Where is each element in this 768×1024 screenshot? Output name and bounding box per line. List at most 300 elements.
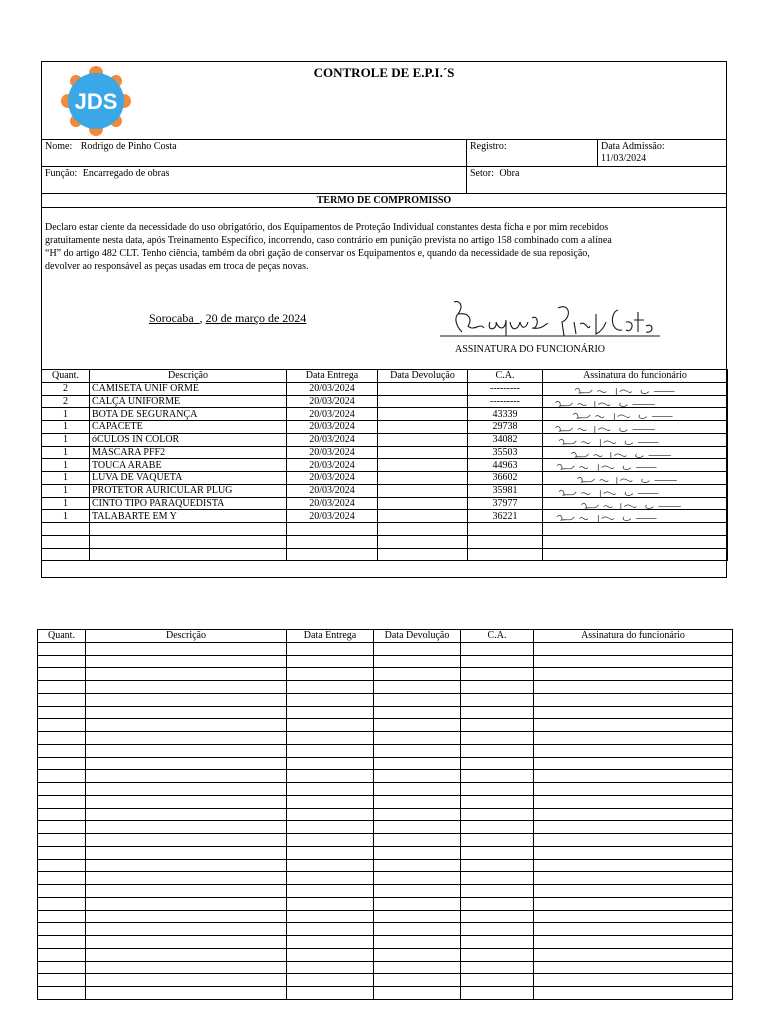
empty-cell <box>378 548 468 561</box>
item-descricao: CAPACETE <box>90 421 287 434</box>
empty-cell <box>461 961 534 974</box>
table-header-row <box>42 370 728 383</box>
empty-cell <box>468 548 543 561</box>
empty-cell <box>534 872 733 885</box>
empty-cell <box>287 523 378 536</box>
table-row <box>38 744 733 757</box>
table-row <box>42 472 728 485</box>
item-signature <box>543 408 728 421</box>
empty-cell <box>38 821 86 834</box>
empty-cell <box>38 732 86 745</box>
empty-cell <box>534 821 733 834</box>
empty-cell <box>374 974 461 987</box>
table-row <box>38 681 733 694</box>
empty-cell <box>461 693 534 706</box>
empty-cell <box>534 770 733 783</box>
table-row <box>38 923 733 936</box>
empty-cell <box>461 706 534 719</box>
item-ca: 37977 <box>468 497 543 510</box>
date: 20 de março de 2024 <box>205 311 307 325</box>
item-quant: 1 <box>42 421 90 434</box>
item-data-devolucao <box>378 408 468 421</box>
table-row <box>38 846 733 859</box>
empty-cell <box>86 808 287 821</box>
col-data-devolucao: Data Devolução <box>378 370 468 383</box>
empty-cell <box>38 706 86 719</box>
empty-cell <box>534 668 733 681</box>
epi-items-table <box>41 369 728 561</box>
empty-cell <box>287 535 378 548</box>
empty-cell <box>86 757 287 770</box>
empty-cell <box>287 668 374 681</box>
empty-cell <box>534 948 733 961</box>
nome-value: Rodrigo de Pinho Costa <box>80 141 177 152</box>
table-row <box>42 395 728 408</box>
termo-line: “H” do artigo 482 CLT. Tenho ciência, também da obri gação de conservar os Equipamentos e, quando da necessidade de sua reposição, <box>45 248 590 259</box>
empty-cell <box>86 693 287 706</box>
table-row <box>42 382 728 395</box>
item-quant: 2 <box>42 395 90 408</box>
empty-cell <box>461 783 534 796</box>
item-signature <box>543 433 728 446</box>
table-row <box>38 974 733 987</box>
empty-cell <box>534 910 733 923</box>
empty-cell <box>374 744 461 757</box>
table-row <box>38 961 733 974</box>
empty-cell <box>461 885 534 898</box>
item-ca: 35981 <box>468 484 543 497</box>
empty-cell <box>461 859 534 872</box>
empty-cell <box>534 834 733 847</box>
empty-cell <box>461 681 534 694</box>
empty-cell <box>534 987 733 1000</box>
empty-cell <box>287 910 374 923</box>
item-data-devolucao <box>378 510 468 523</box>
empty-cell <box>468 523 543 536</box>
item-ca: --------- <box>468 382 543 395</box>
empty-cell <box>534 693 733 706</box>
item-data-entrega: 20/03/2024 <box>287 382 378 395</box>
empty-cell <box>378 523 468 536</box>
empty-cell <box>374 961 461 974</box>
empty-cell <box>86 783 287 796</box>
col-ca: C.A. <box>461 630 534 643</box>
empty-cell <box>38 987 86 1000</box>
col-quant: Quant. <box>38 630 86 643</box>
empty-cell <box>461 872 534 885</box>
item-quant: 1 <box>42 408 90 421</box>
table-row <box>42 523 728 536</box>
item-signature <box>543 382 728 395</box>
item-data-devolucao <box>378 472 468 485</box>
empty-cell <box>86 821 287 834</box>
empty-cell <box>461 655 534 668</box>
item-ca: 43339 <box>468 408 543 421</box>
empty-cell <box>374 681 461 694</box>
empty-cell <box>374 821 461 834</box>
empty-cell <box>38 846 86 859</box>
empty-cell <box>461 744 534 757</box>
item-quant: 1 <box>42 446 90 459</box>
item-signature <box>543 484 728 497</box>
empty-cell <box>38 872 86 885</box>
table-row <box>38 655 733 668</box>
empty-cell <box>287 846 374 859</box>
item-descricao: CINTO TIPO PARAQUEDISTA <box>90 497 287 510</box>
empty-cell <box>86 974 287 987</box>
empty-cell <box>38 681 86 694</box>
table-row <box>42 408 728 421</box>
empty-cell <box>287 808 374 821</box>
empty-cell <box>86 668 287 681</box>
empty-cell <box>38 910 86 923</box>
empty-cell <box>374 834 461 847</box>
empty-cell <box>534 706 733 719</box>
empty-cell <box>38 974 86 987</box>
empty-cell <box>461 897 534 910</box>
empty-cell <box>86 961 287 974</box>
table-row <box>42 548 728 561</box>
logo-text: JDS <box>74 89 118 114</box>
item-data-entrega: 20/03/2024 <box>287 497 378 510</box>
empty-cell <box>38 948 86 961</box>
item-quant: 1 <box>42 472 90 485</box>
table-row <box>38 821 733 834</box>
empty-cell <box>374 846 461 859</box>
item-data-entrega: 20/03/2024 <box>287 459 378 472</box>
empty-cell <box>534 681 733 694</box>
empty-cell <box>461 668 534 681</box>
table-row <box>38 732 733 745</box>
item-descricao: TOUCA ARABE <box>90 459 287 472</box>
item-data-entrega: 20/03/2024 <box>287 472 378 485</box>
col-quant: Quant. <box>42 370 90 383</box>
empty-cell <box>374 795 461 808</box>
empty-cell <box>543 523 728 536</box>
empty-cell <box>543 548 728 561</box>
table-row <box>42 484 728 497</box>
item-descricao: PROTETOR AURICULAR PLUG <box>90 484 287 497</box>
empty-cell <box>374 757 461 770</box>
empty-cell <box>38 693 86 706</box>
empty-cell <box>374 770 461 783</box>
empty-cell <box>461 987 534 1000</box>
empty-cell <box>534 923 733 936</box>
empty-cell <box>287 719 374 732</box>
col-assinatura: Assinatura do funcionário <box>543 370 728 383</box>
table-row <box>38 834 733 847</box>
empty-cell <box>38 783 86 796</box>
empty-cell <box>534 808 733 821</box>
empty-cell <box>374 668 461 681</box>
table-row <box>42 510 728 523</box>
table-row <box>38 872 733 885</box>
empty-cell <box>461 923 534 936</box>
item-signature <box>543 510 728 523</box>
item-data-entrega: 20/03/2024 <box>287 395 378 408</box>
empty-cell <box>287 681 374 694</box>
item-ca: 36221 <box>468 510 543 523</box>
item-quant: 2 <box>42 382 90 395</box>
empty-cell <box>287 732 374 745</box>
empty-cell <box>287 961 374 974</box>
empty-cell <box>287 872 374 885</box>
empty-cell <box>374 885 461 898</box>
table-row <box>38 885 733 898</box>
empty-cell <box>461 757 534 770</box>
empty-cell <box>86 770 287 783</box>
empty-cell <box>38 770 86 783</box>
empty-cell <box>534 859 733 872</box>
epi-items-table-continuation <box>37 629 733 1000</box>
empty-cell <box>287 757 374 770</box>
item-signature <box>543 472 728 485</box>
termo-line: Declaro estar ciente da necessidade do uso obrigatório, dos Equipamentos de Proteção Individual constantes desta ficha e por mim recebidos <box>45 222 609 233</box>
empty-cell <box>287 744 374 757</box>
empty-cell <box>534 885 733 898</box>
empty-cell <box>86 732 287 745</box>
item-quant: 1 <box>42 497 90 510</box>
empty-cell <box>374 936 461 949</box>
empty-cell <box>42 535 90 548</box>
empty-cell <box>374 642 461 655</box>
empty-cell <box>38 897 86 910</box>
item-ca: 34082 <box>468 433 543 446</box>
empty-cell <box>86 987 287 1000</box>
empty-cell <box>86 834 287 847</box>
empty-cell <box>534 719 733 732</box>
admissao-label: Data Admissão: <box>601 141 665 152</box>
empty-cell <box>534 757 733 770</box>
empty-cell <box>461 770 534 783</box>
item-data-devolucao <box>378 497 468 510</box>
empty-cell <box>461 846 534 859</box>
empty-cell <box>287 821 374 834</box>
col-descricao: Descrição <box>86 630 287 643</box>
item-data-entrega: 20/03/2024 <box>287 421 378 434</box>
empty-cell <box>42 523 90 536</box>
empty-cell <box>90 523 287 536</box>
empty-cell <box>38 655 86 668</box>
col-data-devolucao: Data Devolução <box>374 630 461 643</box>
empty-cell <box>468 535 543 548</box>
item-quant: 1 <box>42 459 90 472</box>
empty-cell <box>287 548 378 561</box>
setor-label: Setor: <box>470 168 494 179</box>
empty-cell <box>287 706 374 719</box>
empty-cell <box>86 706 287 719</box>
empty-cell <box>374 987 461 1000</box>
empty-cell <box>287 859 374 872</box>
empty-cell <box>534 655 733 668</box>
item-descricao: LUVA DE VAQUETA <box>90 472 287 485</box>
table-row <box>38 859 733 872</box>
item-data-devolucao <box>378 446 468 459</box>
empty-cell <box>287 948 374 961</box>
empty-cell <box>38 834 86 847</box>
empty-cell <box>287 974 374 987</box>
empty-cell <box>287 693 374 706</box>
registro-label: Registro: <box>470 141 507 152</box>
table-header-row <box>38 630 733 643</box>
empty-cell <box>86 897 287 910</box>
admissao-value: 11/03/2024 <box>601 153 647 164</box>
empty-cell <box>287 655 374 668</box>
item-descricao: TALABARTE EM Y <box>90 510 287 523</box>
empty-cell <box>374 719 461 732</box>
item-data-devolucao <box>378 484 468 497</box>
item-ca: 44963 <box>468 459 543 472</box>
empty-cell <box>86 655 287 668</box>
empty-cell <box>38 885 86 898</box>
empty-cell <box>374 783 461 796</box>
empty-cell <box>86 859 287 872</box>
table-row <box>42 459 728 472</box>
empty-cell <box>543 535 728 548</box>
item-data-devolucao <box>378 433 468 446</box>
item-data-devolucao <box>378 395 468 408</box>
item-signature <box>543 395 728 408</box>
table-row <box>38 987 733 1000</box>
item-descricao: BOTA DE SEGURANÇA <box>90 408 287 421</box>
setor-value: Obra <box>499 168 520 179</box>
empty-cell <box>461 936 534 949</box>
empty-cell <box>374 897 461 910</box>
empty-cell <box>90 548 287 561</box>
empty-cell <box>534 974 733 987</box>
table-row <box>42 446 728 459</box>
table-row <box>38 642 733 655</box>
empty-cell <box>38 859 86 872</box>
col-ca: C.A. <box>468 370 543 383</box>
nome-label: Nome: <box>45 141 73 152</box>
empty-cell <box>86 846 287 859</box>
item-signature <box>543 446 728 459</box>
form-title: CONTROLE DE E.P.I.´S <box>313 65 455 80</box>
signature-label: ASSINATURA DO FUNCIONÁRIO <box>455 344 606 355</box>
empty-cell <box>374 706 461 719</box>
table-row <box>42 497 728 510</box>
empty-cell <box>534 961 733 974</box>
col-assinatura: Assinatura do funcionário <box>534 630 733 643</box>
empty-cell <box>42 548 90 561</box>
empty-cell <box>534 795 733 808</box>
table-row <box>42 421 728 434</box>
empty-cell <box>38 923 86 936</box>
empty-cell <box>86 923 287 936</box>
item-data-devolucao <box>378 382 468 395</box>
empty-cell <box>38 961 86 974</box>
funcao-label: Função: <box>45 168 78 179</box>
table-row <box>38 693 733 706</box>
empty-cell <box>461 808 534 821</box>
table-row <box>38 706 733 719</box>
empty-cell <box>287 885 374 898</box>
item-descricao: óCULOS IN COLOR <box>90 433 287 446</box>
item-data-devolucao <box>378 459 468 472</box>
item-data-entrega: 20/03/2024 <box>287 433 378 446</box>
item-quant: 1 <box>42 433 90 446</box>
table-row <box>42 433 728 446</box>
empty-cell <box>461 719 534 732</box>
empty-cell <box>90 535 287 548</box>
empty-cell <box>374 808 461 821</box>
empty-cell <box>38 757 86 770</box>
table-row <box>38 808 733 821</box>
item-descricao: CALÇA UNIFORME <box>90 395 287 408</box>
empty-cell <box>461 642 534 655</box>
col-descricao: Descrição <box>90 370 287 383</box>
empty-cell <box>287 642 374 655</box>
empty-cell <box>534 846 733 859</box>
item-descricao: MÁSCARA PFF2 <box>90 446 287 459</box>
empty-cell <box>86 642 287 655</box>
empty-cell <box>534 897 733 910</box>
empty-cell <box>461 910 534 923</box>
empty-cell <box>461 974 534 987</box>
table-row <box>38 936 733 949</box>
table-row <box>38 757 733 770</box>
item-signature <box>543 497 728 510</box>
table-row <box>38 910 733 923</box>
empty-cell <box>374 872 461 885</box>
empty-cell <box>287 770 374 783</box>
empty-cell <box>374 910 461 923</box>
table-row <box>38 719 733 732</box>
empty-cell <box>287 834 374 847</box>
empty-cell <box>534 732 733 745</box>
table-row <box>38 897 733 910</box>
table-row <box>38 770 733 783</box>
empty-cell <box>38 808 86 821</box>
funcao-value: Encarregado de obras <box>82 168 170 179</box>
item-descricao: CAMISETA UNIF ORME <box>90 382 287 395</box>
empty-cell <box>38 668 86 681</box>
table-row <box>38 948 733 961</box>
empty-cell <box>86 910 287 923</box>
empty-cell <box>374 732 461 745</box>
empty-cell <box>461 821 534 834</box>
item-quant: 1 <box>42 484 90 497</box>
empty-cell <box>287 987 374 1000</box>
col-data-entrega: Data Entrega <box>287 630 374 643</box>
empty-cell <box>38 719 86 732</box>
item-data-entrega: 20/03/2024 <box>287 446 378 459</box>
col-data-entrega: Data Entrega <box>287 370 378 383</box>
item-signature <box>543 421 728 434</box>
item-data-entrega: 20/03/2024 <box>287 408 378 421</box>
empty-cell <box>374 923 461 936</box>
empty-cell <box>86 936 287 949</box>
termo-title: TERMO DE COMPROMISSO <box>316 195 452 206</box>
empty-cell <box>38 795 86 808</box>
empty-cell <box>461 732 534 745</box>
item-ca: --------- <box>468 395 543 408</box>
table-row <box>38 795 733 808</box>
item-ca: 36602 <box>468 472 543 485</box>
empty-cell <box>86 872 287 885</box>
table-row <box>38 783 733 796</box>
empty-cell <box>534 744 733 757</box>
empty-cell <box>374 693 461 706</box>
empty-cell <box>374 655 461 668</box>
empty-cell <box>86 885 287 898</box>
empty-cell <box>374 859 461 872</box>
empty-cell <box>287 936 374 949</box>
termo-line: gratuitamente nesta data, após Treinamento Específico, incorrendo, caso contrário em punição prevista no artigo 158 combinado com a alínea <box>45 235 612 246</box>
empty-cell <box>38 744 86 757</box>
empty-cell <box>86 795 287 808</box>
